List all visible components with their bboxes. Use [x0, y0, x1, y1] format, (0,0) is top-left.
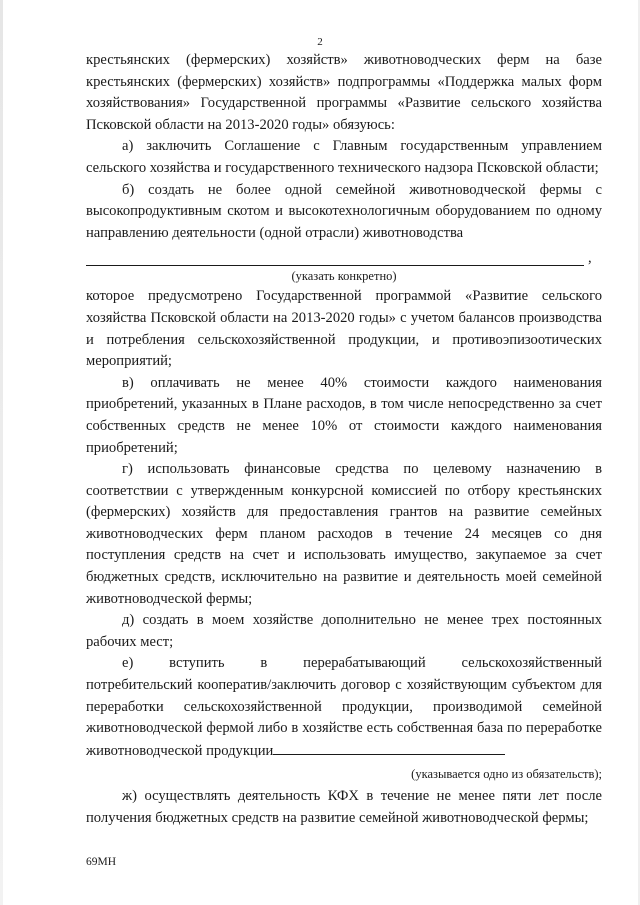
- item-e-word: вступить: [169, 655, 225, 672]
- item-v: в) оплачивать не менее 40% стоимости каждого наименования приобретений, указанных в Плане расходов, в том числе непосредственно за счет собственных средств не менее 10% от стоимости каждого наименования приобретений;: [86, 374, 602, 456]
- document-body: [86, 50, 602, 830]
- item-zh: ж) осуществлять деятельность КФХ в течение не менее пяти лет после получения бюджетных средств на развитие семейной животноводческой фермы;: [86, 788, 602, 826]
- item-a: а) заключить Соглашение с Главным государственным управлением сельского хозяйства и государственного технического надзора Псковской области;: [86, 138, 602, 176]
- scan-left-edge: [0, 0, 3, 905]
- page-number: 2: [317, 36, 323, 48]
- item-b: б) создать не более одной семейной животноводческой фермы с высокопродуктивным скотом и высокотехнологичным оборудованием по одному направлению деятельности (одной отрасли) животноводства: [86, 181, 602, 241]
- item-e-word: в: [260, 655, 268, 672]
- blank-rule-obligation: [273, 740, 505, 755]
- intro-paragraph: крестьянских (фермерских) хозяйств» животноводческих ферм на базе крестьянских (фермерских) хозяйств» подпрограммы «Поддержка малых форм хозяйствования» Государственной программы «Развитие сельского хозяйства Псковской области на 2013-2020 годы» обязуюсь:: [86, 52, 602, 133]
- item-d: д) создать в моем хозяйстве дополнительно не менее трех постоянных рабочих мест;: [86, 612, 602, 650]
- caption-obligation: (указывается одно из обязательств);: [411, 767, 602, 782]
- fill-comma: ,: [588, 250, 592, 267]
- caption-specify: (указать конкретно): [291, 269, 397, 284]
- fill-in-line-specify: [86, 246, 602, 266]
- item-e-word: перерабатывающий: [303, 655, 426, 672]
- blank-rule: [86, 251, 584, 266]
- item-e-word: сельскохозяйственный: [461, 655, 602, 672]
- document-code: 69МН: [86, 856, 117, 868]
- item-e-word: е): [122, 655, 134, 672]
- item-b-continuation: которое предусмотрено Государственной программой «Развитие сельского хозяйства Псковской области на 2013-2020 годы» с учетом балансов производства и потребления сельскохозяйственной продукции, и противоэпизоотических мероприятий;: [86, 288, 602, 370]
- item-e-first-line: [86, 653, 602, 675]
- item-g: г) использовать финансовые средства по целевому назначению в соответствии с утвержденным конкурсной комиссией по отбору крестьянских (фермерских) хозяйств для предоставления грантов на развитие семейных животноводческих ферм планом расходов в течение 24 месяцев со дня поступления средств на счет и использовать имущество, закупаемое за счет бюджетных средств, исключительно на развитие и деятельность моей семейной животноводческой фермы;: [86, 461, 602, 607]
- item-e-rest: [86, 675, 602, 762]
- item-e-text: потребительский кооператив/заключить договор с хозяйствующим субъектом для переработки сельскохозяйственной продукции, производимой семейной животноводческой фермой либо в хозяйстве есть собственная база по переработке животноводческой продукции: [86, 677, 602, 759]
